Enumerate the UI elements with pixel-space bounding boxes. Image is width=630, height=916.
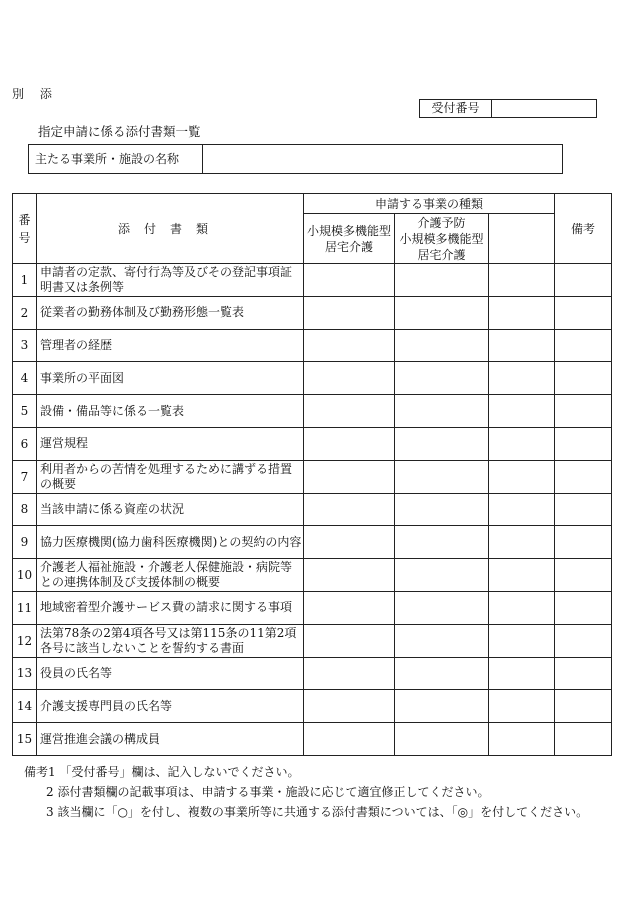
row-check-preventive[interactable] [395,591,489,624]
row-remarks[interactable] [555,723,612,756]
row-number: 4 [13,362,37,395]
row-check-blank[interactable] [489,559,555,592]
row-check-blank[interactable] [489,526,555,559]
table-row [13,624,612,657]
header-number-bottom: 号 [18,230,31,245]
row-attachment-name: 利用者からの苦情を処理するために講ずる措置の概要 [37,460,304,493]
table-row [13,493,612,526]
table-row [13,329,612,362]
receipt-number-label: 受付番号 [420,100,492,117]
row-check-small-multi[interactable] [304,493,395,526]
row-check-blank[interactable] [489,362,555,395]
row-number: 15 [13,723,37,756]
row-remarks[interactable] [555,427,612,460]
header-type1-line1: 小規模多機能型 [306,223,391,238]
row-check-small-multi[interactable] [304,723,395,756]
row-number: 7 [13,460,37,493]
row-remarks[interactable] [555,657,612,690]
row-remarks[interactable] [555,526,612,559]
table-row [13,362,612,395]
row-remarks[interactable] [555,460,612,493]
row-attachment-name: 協力医療機関(協力歯科医療機関)との契約の内容 [37,526,304,559]
row-attachment-name: 介護支援専門員の氏名等 [37,690,304,723]
row-attachment-name: 法第78条の2第4項各号又は第115条の11第2項各号に該当しないことを誓約する書面 [37,624,304,657]
row-check-blank[interactable] [489,296,555,329]
row-check-small-multi[interactable] [304,395,395,428]
row-check-preventive[interactable] [395,690,489,723]
row-check-small-multi[interactable] [304,264,395,297]
row-remarks[interactable] [555,690,612,723]
table-row [13,296,612,329]
header-number-top: 番 [18,212,31,227]
row-check-preventive[interactable] [395,526,489,559]
row-number: 2 [13,296,37,329]
facility-name-box [28,144,563,174]
row-remarks[interactable] [555,395,612,428]
row-remarks[interactable] [555,362,612,395]
row-number: 5 [13,395,37,428]
header-remarks: 備考 [555,194,612,264]
row-attachment-name: 当該申請に係る資産の状況 [37,493,304,526]
row-attachment-name: 事業所の平面図 [37,362,304,395]
row-check-blank[interactable] [489,427,555,460]
row-attachment-name: 運営規程 [37,427,304,460]
row-remarks[interactable] [555,329,612,362]
row-check-small-multi[interactable] [304,460,395,493]
row-remarks[interactable] [555,624,612,657]
row-check-blank[interactable] [489,395,555,428]
notes [24,762,588,822]
row-attachment-name: 管理者の経歴 [37,329,304,362]
row-check-small-multi[interactable] [304,427,395,460]
table-row [13,657,612,690]
row-check-preventive[interactable] [395,264,489,297]
row-check-blank[interactable] [489,624,555,657]
row-check-blank[interactable] [489,493,555,526]
row-remarks[interactable] [555,559,612,592]
row-number: 9 [13,526,37,559]
row-number: 6 [13,427,37,460]
table-row [13,427,612,460]
row-number: 10 [13,559,37,592]
row-check-small-multi[interactable] [304,526,395,559]
annex-label: 別 添 [12,87,58,101]
row-number: 3 [13,329,37,362]
row-number: 1 [13,264,37,297]
note-3: 3 該当欄に「○」を付し、複数の事業所等に共通する添付書類については、「◎」を付してください。 [46,805,589,819]
table-row [13,460,612,493]
row-attachment-name: 申請者の定款、寄付行為等及びその登記事項証明書又は条例等 [37,264,304,297]
row-check-blank[interactable] [489,591,555,624]
header-type-group: 申請する事業の種類 [304,194,555,214]
row-check-small-multi[interactable] [304,329,395,362]
header-type2-line1: 介護予防 [417,215,466,230]
row-attachment-name: 設備・備品等に係る一覧表 [37,395,304,428]
table-row [13,559,612,592]
row-check-preventive[interactable] [395,559,489,592]
row-remarks[interactable] [555,264,612,297]
table-row [13,264,612,297]
header-type-preventive [395,214,489,264]
row-check-blank[interactable] [489,723,555,756]
header-number [13,194,37,264]
facility-name-label: 主たる事業所・施設の名称 [29,145,203,173]
row-check-preventive[interactable] [395,329,489,362]
row-check-preventive[interactable] [395,493,489,526]
row-attachment-name: 役員の氏名等 [37,657,304,690]
row-check-small-multi[interactable] [304,690,395,723]
row-check-small-multi[interactable] [304,657,395,690]
row-check-preventive[interactable] [395,296,489,329]
row-check-blank[interactable] [489,329,555,362]
row-remarks[interactable] [555,493,612,526]
receipt-number-box [419,99,597,118]
row-attachment-name: 地域密着型介護サービス費の請求に関する事項 [37,591,304,624]
table-row [13,395,612,428]
row-check-small-multi[interactable] [304,624,395,657]
row-attachment-name: 介護老人福祉施設・介護老人保健施設・病院等との連携体制及び支援体制の概要 [37,559,304,592]
header-attachment-name: 添付書類 [37,194,304,264]
row-remarks[interactable] [555,296,612,329]
row-check-blank[interactable] [489,690,555,723]
row-check-blank[interactable] [489,264,555,297]
row-check-preventive[interactable] [395,427,489,460]
row-attachment-name: 従業者の勤務体制及び勤務形態一覧表 [37,296,304,329]
table-row [13,591,612,624]
row-check-preventive[interactable] [395,395,489,428]
row-check-small-multi[interactable] [304,591,395,624]
row-number: 12 [13,624,37,657]
header-type2-line2: 小規模多機能型 [399,231,484,246]
row-number: 14 [13,690,37,723]
row-remarks[interactable] [555,591,612,624]
table-row [13,690,612,723]
row-number: 11 [13,591,37,624]
row-check-blank[interactable] [489,460,555,493]
header-type-small-multi [304,214,395,264]
row-number: 8 [13,493,37,526]
table-row [13,526,612,559]
row-check-small-multi[interactable] [304,296,395,329]
receipt-number-field[interactable] [492,100,596,117]
row-check-blank[interactable] [489,657,555,690]
facility-name-field[interactable] [203,145,562,173]
header-type1-line2: 居宅介護 [324,239,373,254]
row-check-small-multi[interactable] [304,362,395,395]
note-2: 2 添付書類欄の記載事項は、申請する事業・施設に応じて適宜修正してください。 [46,785,490,799]
note-1: 備考1 「受付番号」欄は、記入しないでください。 [24,765,300,779]
row-check-preventive[interactable] [395,362,489,395]
row-check-small-multi[interactable] [304,559,395,592]
row-number: 13 [13,657,37,690]
header-type2-line3: 居宅介護 [417,247,466,262]
attachment-table [12,193,612,756]
row-check-preventive[interactable] [395,657,489,690]
document-title: 指定申請に係る添付書類一覧 [38,124,201,139]
row-check-preventive[interactable] [395,624,489,657]
table-row [13,723,612,756]
row-check-preventive[interactable] [395,723,489,756]
header-type-blank [489,214,555,264]
row-check-preventive[interactable] [395,460,489,493]
row-attachment-name: 運営推進会議の構成員 [37,723,304,756]
